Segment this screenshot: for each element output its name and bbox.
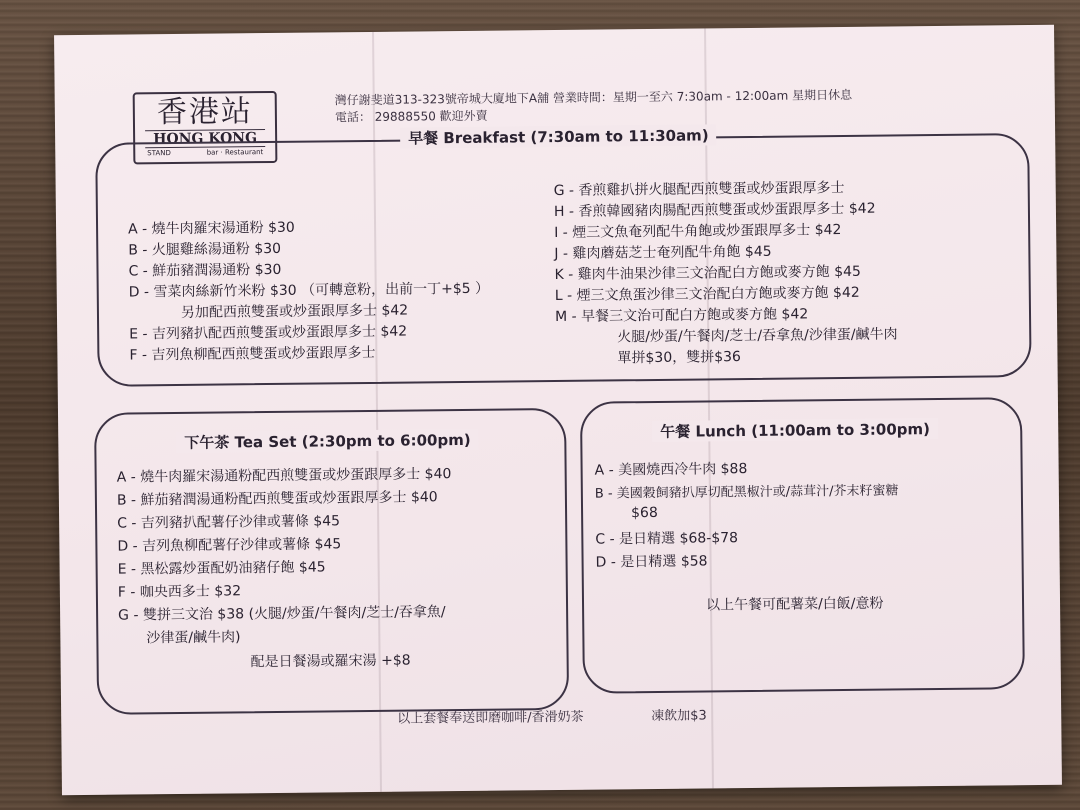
menu-item: D - 雪菜肉絲新竹米粉 $30 （可轉意粉，出前一丁+$5 ） bbox=[128, 280, 490, 301]
menu-item: H - 香煎韓國豬肉腸配西煎雙蛋或炒蛋跟厚多士 $42 bbox=[553, 200, 876, 221]
menu-item: M - 早餐三文治可配白方飽或麥方飽 $42 bbox=[554, 306, 809, 326]
logo-sub-left: STAND bbox=[147, 149, 171, 158]
logo-chinese-name: 香港站 bbox=[156, 94, 254, 131]
menu-item: C - 吉列豬扒配薯仔沙律或薯條 $45 bbox=[117, 513, 341, 532]
cold-drink-note: 凍飲加$3 bbox=[651, 708, 707, 725]
menu-item-price: 單拼$30，雙拼$36 bbox=[617, 349, 741, 367]
address-line: 灣仔謝斐道313-323號帝城大廈地下A舖 營業時間：星期一至六 7:30am - 12:00am 星期日休息 bbox=[334, 87, 853, 108]
logo-english-name: HONG KONG bbox=[145, 129, 265, 148]
menu-item: D - 是日精選 $58 bbox=[595, 553, 708, 571]
menu-item: I - 煙三文魚奄列配牛角飽或炒蛋跟厚多士 $42 bbox=[554, 222, 842, 242]
menu-item: E - 吉列豬扒配西煎雙蛋或炒蛋跟厚多士 $42 bbox=[129, 323, 408, 343]
phone-line: 電話： 29888550 歡迎外賣 bbox=[334, 108, 488, 125]
lunch-title: 午餐 Lunch (11:00am to 3:00pm) bbox=[652, 418, 938, 442]
address-block bbox=[335, 87, 853, 126]
menu-item: G - 香煎雞扒拼火腿配西煎雙蛋或炒蛋跟厚多士 bbox=[553, 179, 845, 200]
menu-item: B - 火腿雞絲湯通粉 $30 bbox=[128, 240, 282, 259]
menu-item: E - 黑松露炒蛋配奶油豬仔飽 $45 bbox=[117, 559, 326, 578]
drinks-note: 以上套餐奉送即磨咖啡/香滑奶茶 bbox=[397, 709, 584, 727]
menu-item-note: 火腿/炒蛋/午餐肉/芝士/吞拿魚/沙律蛋/鹹牛肉 bbox=[617, 326, 898, 346]
menu-item-note: 沙律蛋/鹹牛肉) bbox=[146, 629, 241, 647]
menu-item: A - 燒牛肉羅宋湯通粉配西煎雙蛋或炒蛋跟厚多士 $40 bbox=[116, 466, 452, 486]
menu-item: J - 雞肉蘑菇芝士奄列配牛角飽 $45 bbox=[554, 243, 772, 263]
menu-item: C - 鮮茄豬潤湯通粉 $30 bbox=[128, 261, 282, 280]
menu-item: A - 燒牛肉羅宋湯通粉 $30 bbox=[128, 219, 295, 238]
menu-item: C - 是日精選 $68-$78 bbox=[595, 530, 739, 548]
menu-item: F - 吉列魚柳配西煎雙蛋或炒蛋跟厚多士 bbox=[129, 344, 376, 364]
menu-item-note: 配是日餐湯或羅宋湯 +$8 bbox=[250, 652, 411, 671]
menu-item: B - 鮮茄豬潤湯通粉配西煎雙蛋或炒蛋跟厚多士 $40 bbox=[116, 489, 438, 509]
menu-item: F - 咖央西多士 $32 bbox=[117, 583, 242, 601]
menu-item-price: $68 bbox=[631, 504, 658, 522]
menu-item: D - 吉列魚柳配薯仔沙律或薯條 $45 bbox=[117, 536, 342, 555]
menu-item: L - 煙三文魚蛋沙律三文治配白方飽或麥方飽 $42 bbox=[554, 284, 860, 305]
menu-item: G - 雙拼三文治 $38 (火腿/炒蛋/午餐肉/芝士/吞拿魚/ bbox=[118, 604, 446, 624]
menu-item: K - 雞肉牛油果沙律三文治配白方飽或麥方飽 $45 bbox=[554, 263, 861, 284]
lunch-note: 以上午餐可配薯菜/白飯/意粉 bbox=[705, 595, 884, 614]
menu-item: B - 美國穀飼豬扒厚切配黑椒汁或/蒜茸汁/芥末籽蜜糖 bbox=[594, 483, 899, 502]
menu-paper bbox=[54, 25, 1062, 795]
logo-sub-right: bar · Restaurant bbox=[206, 148, 264, 157]
menu-item-note: 另加配西煎雙蛋或炒蛋跟厚多士 $42 bbox=[180, 302, 409, 321]
tea-set-title: 下午茶 Tea Set (2:30pm to 6:00pm) bbox=[176, 429, 479, 453]
breakfast-title: 早餐 Breakfast (7:30am to 11:30am) bbox=[400, 124, 717, 148]
menu-item: A - 美國燒西冷牛肉 $88 bbox=[594, 461, 748, 479]
